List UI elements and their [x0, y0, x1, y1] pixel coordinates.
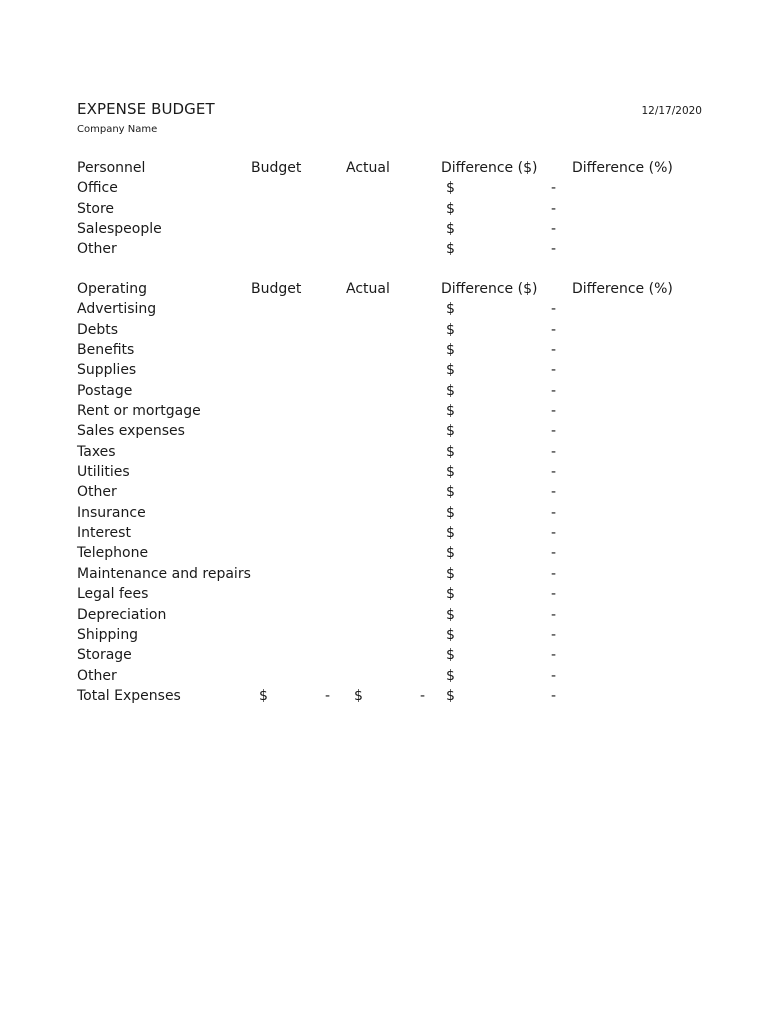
difference-currency: $	[446, 667, 455, 684]
difference-currency: $	[446, 443, 455, 460]
difference-currency: $	[446, 565, 455, 582]
document-title: EXPENSE BUDGET	[77, 100, 215, 118]
budget-column-header: Budget	[251, 160, 302, 176]
difference-currency: $	[446, 606, 455, 623]
total-difference-currency: $	[446, 687, 455, 704]
difference-currency: $	[446, 403, 455, 420]
row-label: Supplies	[77, 362, 137, 379]
row-label: Taxes	[77, 443, 116, 460]
table-row	[0, 666, 770, 686]
difference-value: -	[551, 221, 557, 238]
total-actual-value: -	[420, 687, 426, 704]
difference-value: -	[551, 464, 557, 481]
difference-value: -	[551, 647, 557, 664]
row-label: Utilities	[77, 464, 130, 481]
personnel-header-row	[0, 158, 770, 178]
row-label: Interest	[77, 525, 131, 542]
row-label: Sales expenses	[77, 423, 185, 440]
table-row	[0, 239, 770, 259]
difference-currency: $	[446, 647, 455, 664]
difference-currency: $	[446, 545, 455, 562]
row-label: Rent or mortgage	[77, 403, 201, 420]
difference-percent-column-header: Difference (%)	[572, 281, 673, 297]
table-row	[0, 503, 770, 523]
table-row	[0, 605, 770, 625]
difference-currency: $	[446, 626, 455, 643]
table-row	[0, 442, 770, 462]
table-row	[0, 625, 770, 645]
difference-value: -	[551, 241, 557, 258]
operating-heading: Operating	[77, 281, 147, 297]
row-label: Maintenance and repairs	[77, 565, 251, 582]
difference-currency: $	[446, 180, 455, 197]
difference-dollar-column-header: Difference ($)	[441, 281, 538, 297]
difference-value: -	[551, 484, 557, 501]
operating-header-row	[0, 279, 770, 299]
difference-currency: $	[446, 464, 455, 481]
personnel-heading: Personnel	[77, 160, 146, 176]
total-budget-value: -	[325, 687, 331, 704]
difference-value: -	[551, 565, 557, 582]
difference-currency: $	[446, 504, 455, 521]
row-label: Benefits	[77, 342, 135, 359]
difference-value: -	[551, 525, 557, 542]
table-row	[0, 219, 770, 239]
difference-dollar-column-header: Difference ($)	[441, 160, 538, 176]
difference-currency: $	[446, 423, 455, 440]
table-row	[0, 584, 770, 604]
difference-currency: $	[446, 382, 455, 399]
row-label: Storage	[77, 647, 132, 664]
total-expenses-label: Total Expenses	[77, 687, 181, 704]
total-actual-currency: $	[354, 687, 363, 704]
total-budget-currency: $	[259, 687, 268, 704]
table-row	[0, 199, 770, 219]
row-label: Other	[77, 484, 117, 501]
difference-value: -	[551, 504, 557, 521]
difference-value: -	[551, 342, 557, 359]
table-row	[0, 645, 770, 665]
table-row	[0, 401, 770, 421]
document-date: 12/17/2020	[641, 105, 702, 117]
difference-currency: $	[446, 301, 455, 318]
table-row	[0, 381, 770, 401]
difference-value: -	[551, 586, 557, 603]
table-row	[0, 299, 770, 319]
row-label: Insurance	[77, 504, 146, 521]
difference-value: -	[551, 443, 557, 460]
table-row	[0, 523, 770, 543]
difference-currency: $	[446, 221, 455, 238]
difference-value: -	[551, 301, 557, 318]
difference-value: -	[551, 626, 557, 643]
difference-value: -	[551, 667, 557, 684]
difference-currency: $	[446, 484, 455, 501]
row-label: Shipping	[77, 626, 139, 643]
difference-percent-column-header: Difference (%)	[572, 160, 673, 176]
difference-value: -	[551, 545, 557, 562]
company-name: Company Name	[77, 124, 158, 135]
difference-currency: $	[446, 362, 455, 379]
operating-section	[0, 279, 770, 706]
table-row	[0, 421, 770, 441]
row-label: Depreciation	[77, 606, 167, 623]
difference-value: -	[551, 362, 557, 379]
table-row	[0, 178, 770, 198]
table-row	[0, 320, 770, 340]
difference-value: -	[551, 200, 557, 217]
difference-currency: $	[446, 241, 455, 258]
difference-value: -	[551, 423, 557, 440]
actual-column-header: Actual	[346, 281, 390, 297]
row-label: Other	[77, 241, 117, 258]
row-label: Salespeople	[77, 221, 162, 238]
row-label: Telephone	[77, 545, 149, 562]
table-row	[0, 543, 770, 563]
row-label: Other	[77, 667, 117, 684]
difference-value: -	[551, 606, 557, 623]
row-label: Advertising	[77, 301, 157, 318]
difference-value: -	[551, 382, 557, 399]
row-label: Legal fees	[77, 586, 149, 603]
total-difference-value: -	[551, 687, 557, 704]
difference-value: -	[551, 180, 557, 197]
table-row	[0, 340, 770, 360]
actual-column-header: Actual	[346, 160, 390, 176]
difference-currency: $	[446, 321, 455, 338]
difference-value: -	[551, 403, 557, 420]
table-row	[0, 564, 770, 584]
row-label: Postage	[77, 382, 133, 399]
row-label: Office	[77, 180, 118, 197]
table-row	[0, 360, 770, 380]
personnel-section	[0, 158, 770, 260]
budget-column-header: Budget	[251, 281, 302, 297]
table-row	[0, 462, 770, 482]
difference-currency: $	[446, 586, 455, 603]
table-row	[0, 482, 770, 502]
difference-currency: $	[446, 525, 455, 542]
difference-currency: $	[446, 342, 455, 359]
difference-value: -	[551, 321, 557, 338]
row-label: Store	[77, 200, 115, 217]
total-expenses-row	[0, 686, 770, 706]
row-label: Debts	[77, 321, 119, 338]
difference-currency: $	[446, 200, 455, 217]
